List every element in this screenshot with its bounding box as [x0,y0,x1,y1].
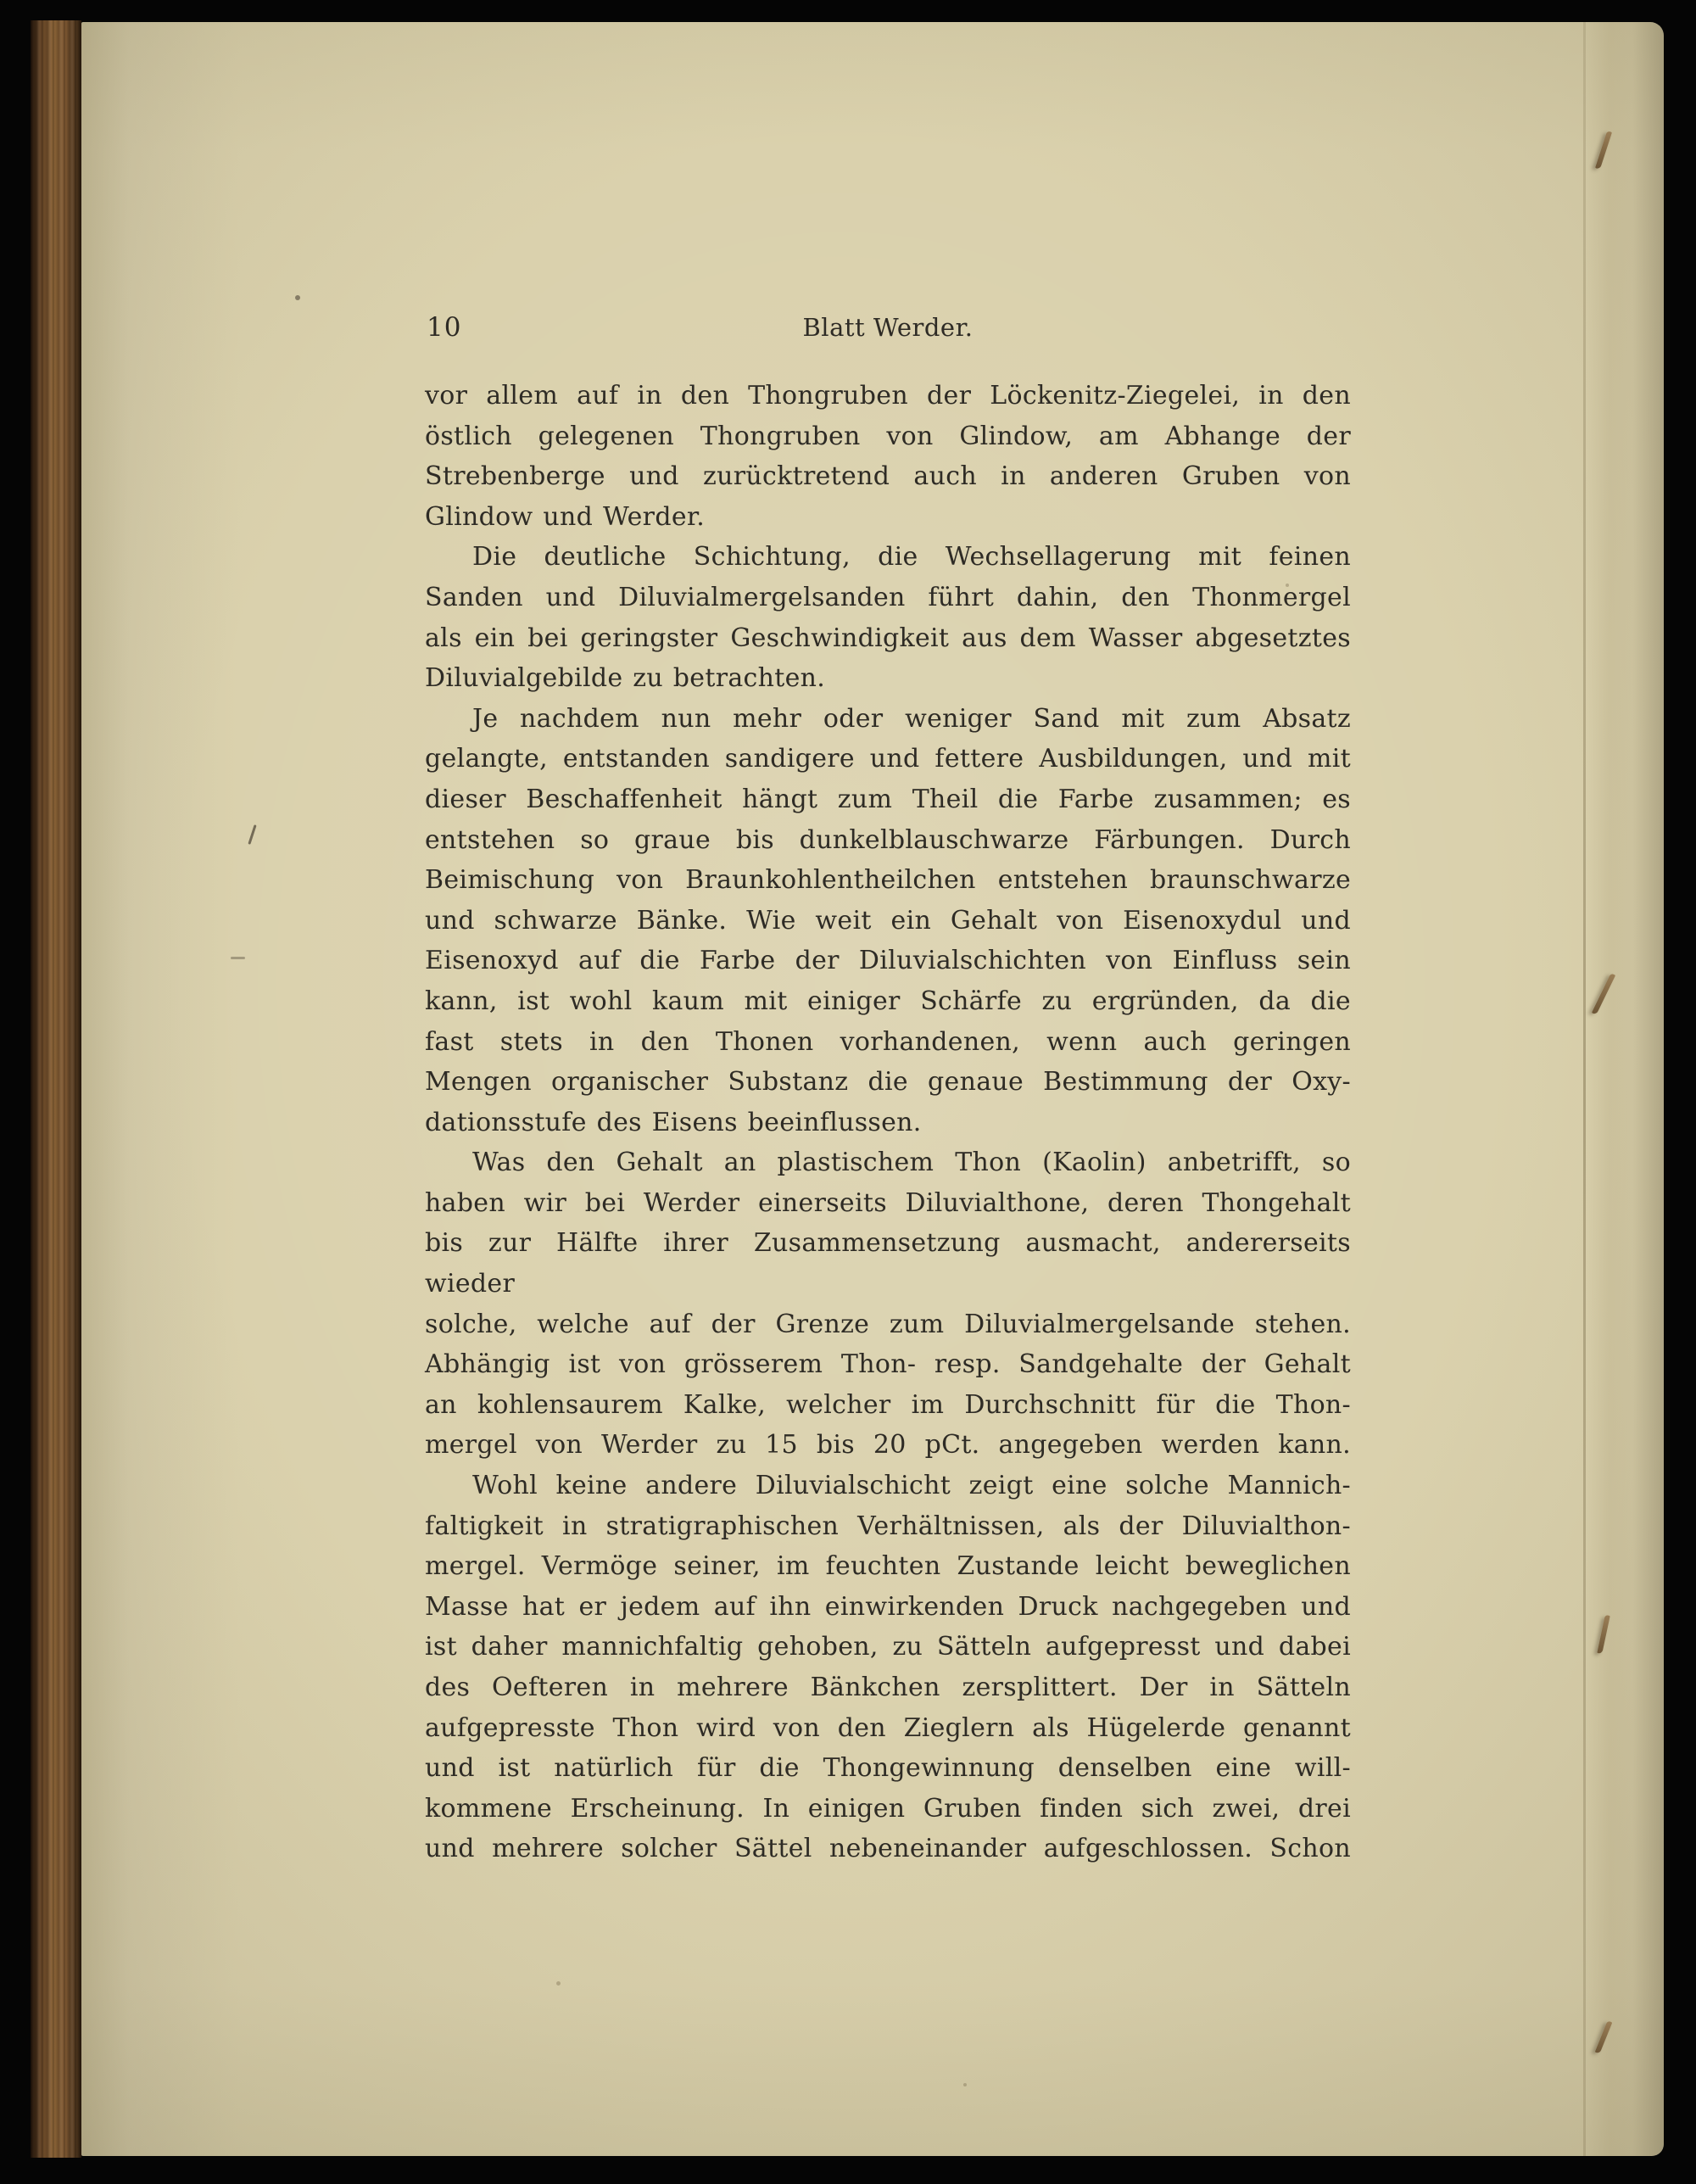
text-line: an kohlensaurem Kalke, welcher im Durchschnitt für die Thon- [425,1389,1351,1420]
text-line: mergel. Vermöge seiner, im feuchten Zustande leicht beweglichen [425,1551,1351,1582]
text-line: gelangte, entstanden sandigere und fettere Ausbildungen, und mit [425,744,1351,774]
text-line: Diluvialgebilde zu betrachten. [425,663,826,694]
text-line: aufgepresste Thon wird von den Zieglern als Hügelerde genannt [425,1712,1351,1743]
text-line: Wohl keine andere Diluvialschicht zeigt eine solche Mannich- [472,1471,1351,1501]
paragraph [425,1142,1351,1466]
text-line: dieser Beschaffenheit hängt zum Theil die Farbe zusammen; es [425,784,1351,814]
book-spine [31,20,81,2158]
page-surface [81,22,1664,2156]
margin-mark [231,957,245,959]
running-header: Blatt Werder. [802,313,974,342]
text-line: und mehrere solcher Sättel nebeneinander aufgeschlossen. Schon [425,1834,1351,1864]
text-line: Was den Gehalt an plastischem Thon (Kaolin) anbetrifft, so [472,1148,1351,1178]
text-line: bis zur Hälfte ihrer Zusammensetzung ausmacht, andererseits wieder [425,1228,1351,1299]
text-line: dationsstufe des Eisens beeinflussen. [425,1107,922,1137]
text-line: solche, welche auf der Grenze zum Diluvialmergelsande stehen. [425,1309,1351,1339]
page-header [425,312,1351,344]
text-line: östlich gelegenen Thongruben von Glindow, am Abhange der [425,421,1351,451]
text-line: Je nachdem nun mehr oder weniger Sand mit zum Absatz [472,703,1351,734]
text-line: kann, ist wohl kaum mit einiger Schärfe zu ergründen, da die [425,986,1351,1016]
text-line: Mengen organischer Substanz die genaue Bestimmung der Oxy- [425,1067,1351,1098]
text-line: fast stets in den Thonen vorhandenen, wenn auch geringen [425,1026,1351,1057]
page-number: 10 [427,312,462,343]
paragraph [425,1466,1351,1869]
text-line: Abhängig ist von grösserem Thon- resp. Sandgehalte der Gehalt [425,1349,1351,1380]
text-line: Beimischung von Braunkohlentheilchen entstehen braunschwarze [425,865,1351,896]
paper-speck [556,1981,561,1986]
paragraph [425,376,1351,537]
page-edge [1586,22,1664,2156]
text-line: Eisenoxyd auf die Farbe der Diluvialschichten von Einfluss sein [425,946,1351,976]
ink-speck [295,295,300,300]
text-line: ist daher mannichfaltig gehoben, zu Sätteln aufgepresst und dabei [425,1632,1351,1662]
text-line: Masse hat er jedem auf ihn einwirkenden Druck nachgegeben und [425,1591,1351,1622]
text-line: entstehen so graue bis dunkelblauschwarze Färbungen. Durch [425,824,1351,855]
text-line: faltigkeit in stratigraphischen Verhältnissen, als der Diluvialthon- [425,1511,1351,1541]
paragraph [425,537,1351,698]
text-line: kommene Erscheinung. In einigen Gruben finden sich zwei, drei [425,1793,1351,1824]
text-line: Glindow und Werder. [425,501,706,532]
text-line: des Oefteren in mehrere Bänkchen zersplittert. Der in Sätteln [425,1673,1351,1702]
paragraph [425,699,1351,1143]
text-line: Die deutliche Schichtung, die Wechsellagerung mit feinen [472,542,1351,573]
text-line: Sanden und Diluvialmergelsanden führt dahin, den Thonmergel [425,582,1351,612]
paper-speck [963,2083,967,2086]
text-line: und schwarze Bänke. Wie weit ein Gehalt von Eisenoxydul und [425,905,1351,936]
text-column [425,312,1351,1869]
page-fold-line [1583,22,1586,2156]
text-line: vor allem auf in den Thongruben der Löckenitz-Ziegelei, in den [425,381,1351,411]
text-body [425,376,1351,1869]
text-line: haben wir bei Werder einerseits Diluvialthone, deren Thongehalt [425,1187,1351,1218]
text-line: als ein bei geringster Geschwindigkeit aus dem Wasser abgesetztes [425,623,1351,653]
text-line: Strebenberge und zurücktretend auch in anderen Gruben von [425,461,1351,492]
margin-mark [248,824,256,845]
text-line: und ist natürlich für die Thongewinnung denselben eine will- [425,1753,1351,1784]
text-line: mergel von Werder zu 15 bis 20 pCt. angegeben werden kann. [425,1430,1351,1461]
